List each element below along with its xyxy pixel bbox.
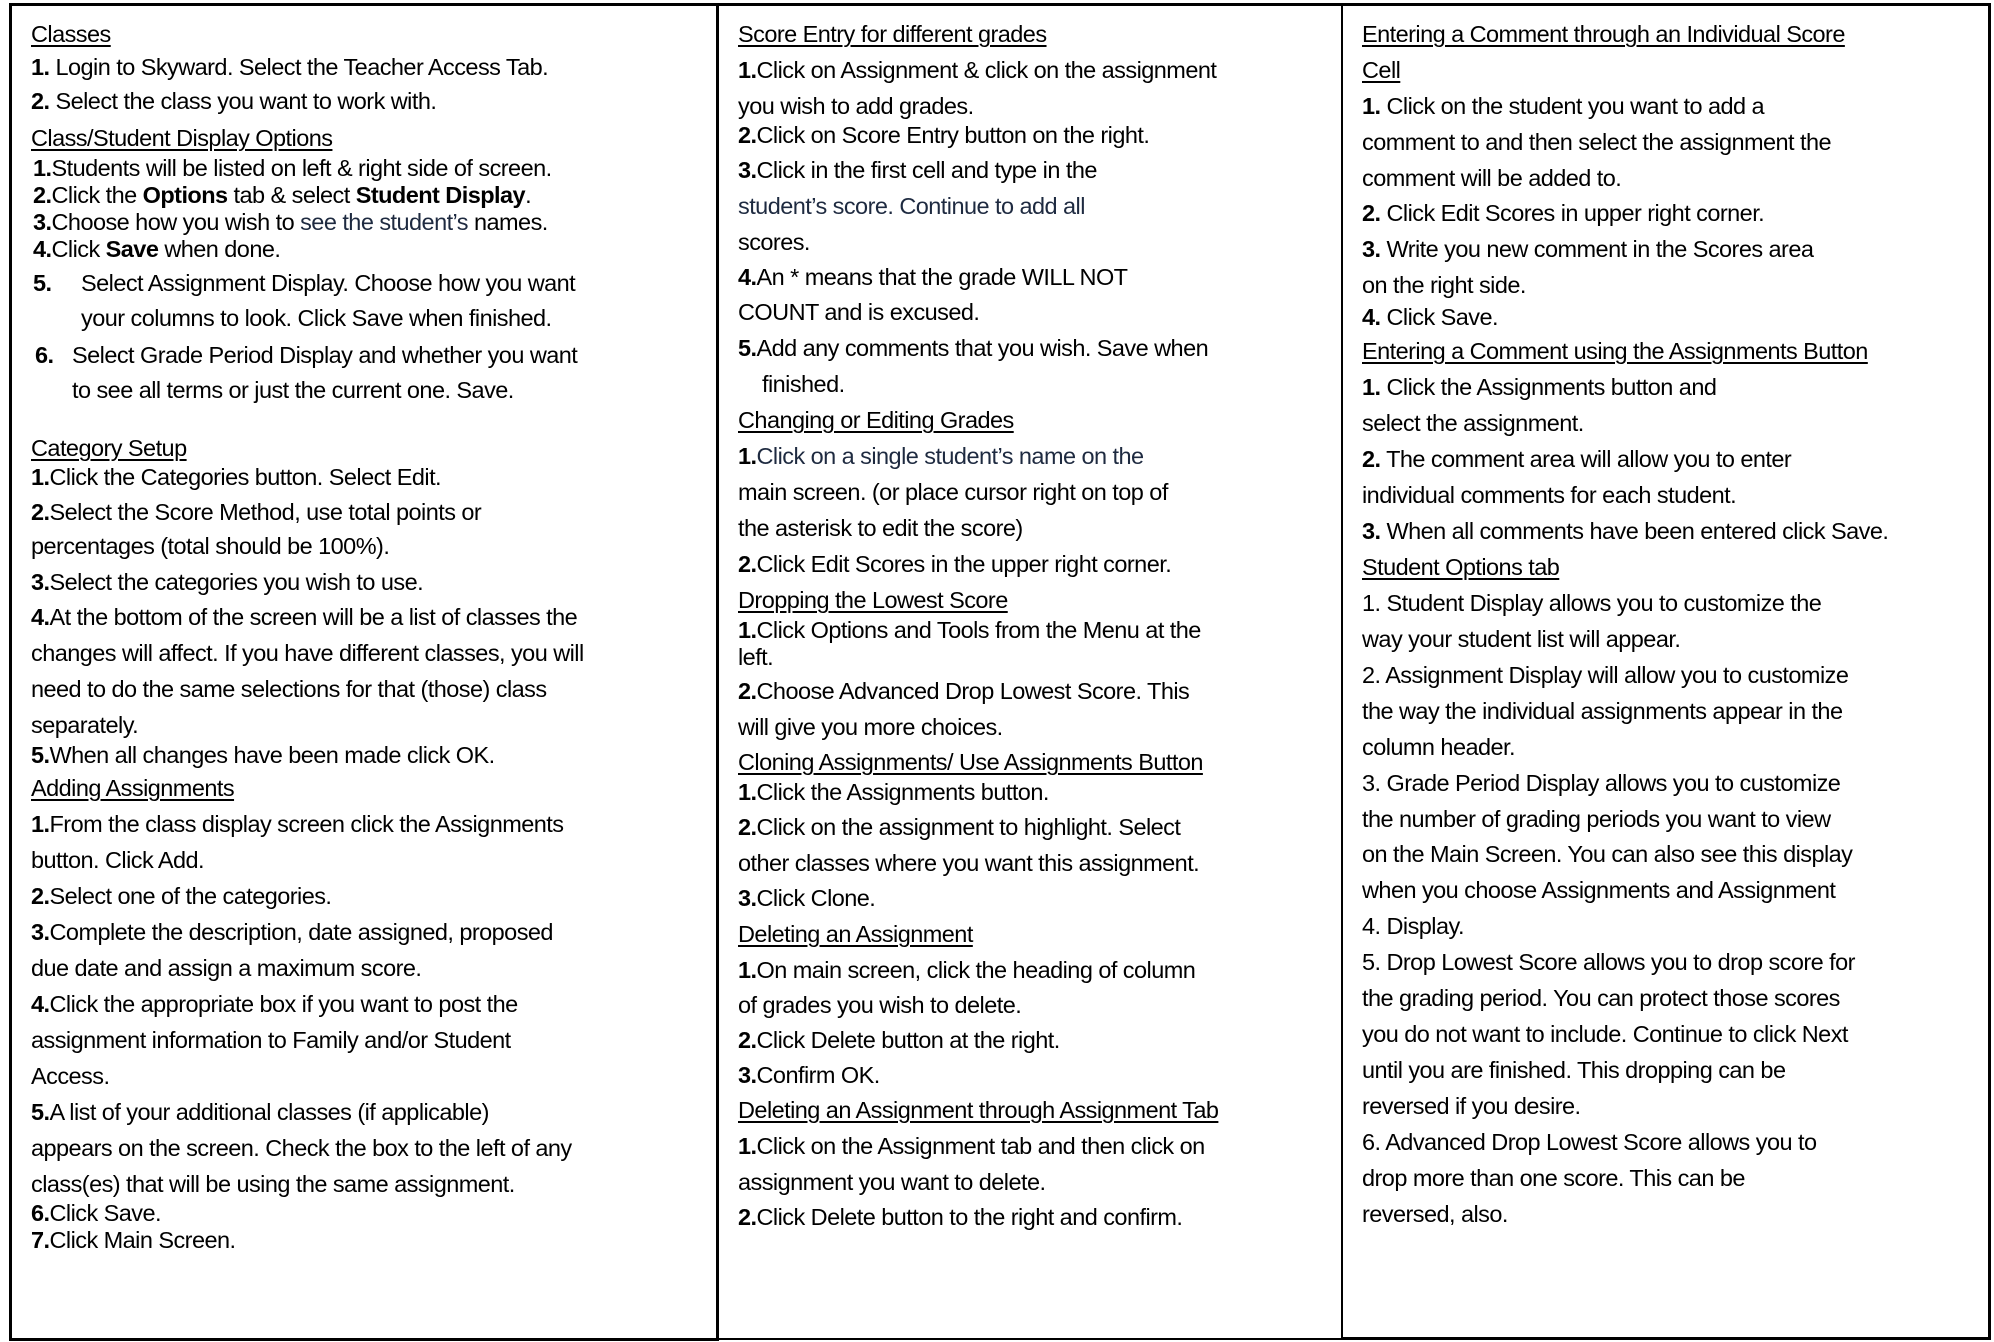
list-item: 3.Choose how you wish to see the student’s names. — [33, 209, 548, 235]
heading-deleting-assignment: Deleting an Assignment — [738, 921, 973, 947]
list-item: 3. When all comments have been entered click Save. — [1362, 518, 1889, 544]
list-item: 1.Click on the Assignment tab and then click on — [738, 1133, 1205, 1159]
list-item: 1.Click on Assignment & click on the assignment — [738, 57, 1217, 83]
list-item: 3. Grade Period Display allows you to customize — [1362, 770, 1841, 796]
list-item: 5. — [33, 270, 52, 296]
list-item: 3. Write you new comment in the Scores area — [1362, 236, 1814, 262]
list-item: 3.Select the categories you wish to use. — [31, 569, 424, 595]
list-item-text: changes will affect. If you have different classes, you will — [31, 640, 584, 666]
list-item-text: Access. — [31, 1063, 110, 1089]
heading-dropping-lowest-score: Dropping the Lowest Score — [738, 587, 1008, 613]
list-item: 3.Complete the description, date assigned, proposed — [31, 919, 553, 945]
list-item: 2.Click Delete button to the right and confirm. — [738, 1204, 1183, 1230]
list-item-text: assignment information to Family and/or Student — [31, 1027, 511, 1053]
list-item-text: main screen. (or place cursor right on top of — [738, 479, 1168, 505]
list-item-text: until you are finished. This dropping can be — [1362, 1057, 1786, 1083]
heading-score-entry: Score Entry for different grades — [738, 21, 1047, 47]
list-item: 2.Click on the assignment to highlight. Select — [738, 814, 1181, 840]
list-item: 4.Click the appropriate box if you want to post the — [31, 991, 518, 1017]
list-item: 1.Click the Categories button. Select Edit. — [31, 464, 442, 490]
list-item: 2. Select the class you want to work with. — [31, 88, 437, 114]
heading-class-student-display-options: Class/Student Display Options — [31, 125, 333, 151]
list-item-text: finished. — [762, 371, 845, 397]
list-item-text: your columns to look. Click Save when finished. — [81, 305, 552, 331]
list-item-text: you wish to add grades. — [738, 93, 974, 119]
list-item-text: appears on the screen. Check the box to the left of any — [31, 1135, 572, 1161]
list-item: 1. Click the Assignments button and — [1362, 374, 1717, 400]
heading-comment-individual-cell-cont: Cell — [1362, 57, 1401, 83]
list-item: 1.Click on a single student’s name on the — [738, 443, 1144, 469]
heading-comment-individual-cell: Entering a Comment through an Individual Score — [1362, 21, 1845, 47]
list-item-text: way your student list will appear. — [1362, 626, 1681, 652]
list-item-text: comment will be added to. — [1362, 165, 1622, 191]
list-item-text: drop more than one score. This can be — [1362, 1165, 1745, 1191]
list-item: 4.At the bottom of the screen will be a list of classes the — [31, 604, 578, 630]
list-item: 4. Display. — [1362, 913, 1464, 939]
list-item: 5. Drop Lowest Score allows you to drop score for — [1362, 949, 1855, 975]
list-item: 1.Click the Assignments button. — [738, 779, 1049, 805]
list-item: 2. Click Edit Scores in upper right corner. — [1362, 200, 1765, 226]
list-item: 1.From the class display screen click the Assignments — [31, 811, 564, 837]
list-item-text: percentages (total should be 100%). — [31, 533, 390, 559]
list-item: 4. Click Save. — [1362, 304, 1498, 330]
list-item-text: Select Assignment Display. Choose how you want — [81, 270, 576, 296]
list-item-text: Select Grade Period Display and whether you want — [72, 342, 578, 368]
heading-category-setup: Category Setup — [31, 435, 187, 461]
list-item: 1.Students will be listed on left & right side of screen. — [33, 155, 552, 181]
list-item: 5.Add any comments that you wish. Save when — [738, 335, 1209, 361]
list-item-text: the number of grading periods you want to view — [1362, 806, 1831, 832]
list-item-text: to see all terms or just the current one. Save. — [72, 377, 514, 403]
heading-adding-assignments: Adding Assignments — [31, 775, 235, 801]
list-item-text: student’s score. Continue to add all — [738, 193, 1085, 219]
list-item: 4.An * means that the grade WILL NOT — [738, 264, 1128, 290]
list-item-text: the asterisk to edit the score) — [738, 515, 1023, 541]
list-item-text: other classes where you want this assignment. — [738, 850, 1200, 876]
heading-deleting-assignment-tab: Deleting an Assignment through Assignment Tab — [738, 1097, 1219, 1123]
heading-comment-assignments-button: Entering a Comment using the Assignments Button — [1362, 338, 1868, 364]
list-item-text: due date and assign a maximum score. — [31, 955, 422, 981]
heading-student-options-tab: Student Options tab — [1362, 554, 1560, 580]
list-item-text: individual comments for each student. — [1362, 482, 1737, 508]
list-item: 2.Click Edit Scores in the upper right corner. — [738, 551, 1172, 577]
list-item: 1. Login to Skyward. Select the Teacher Access Tab. — [31, 54, 549, 80]
list-item-text: when you choose Assignments and Assignment — [1362, 877, 1836, 903]
list-item: 1. Student Display allows you to customize the — [1362, 590, 1822, 616]
list-item-text: the way the individual assignments appear in the — [1362, 698, 1843, 724]
list-item: 3.Click in the first cell and type in the — [738, 157, 1097, 183]
list-item: 6. Advanced Drop Lowest Score allows you to — [1362, 1129, 1817, 1155]
list-item-text: separately. — [31, 712, 139, 738]
list-item-text: on the Main Screen. You can also see this display — [1362, 841, 1853, 867]
list-item-text: will give you more choices. — [738, 714, 1003, 740]
heading-classes: Classes — [31, 21, 111, 47]
list-item-text: need to do the same selections for that (those) class — [31, 676, 547, 702]
list-item: 1.Click Options and Tools from the Menu at the — [738, 617, 1201, 643]
list-item-text: button. Click Add. — [31, 847, 204, 873]
list-item: 2.Click Delete button at the right. — [738, 1027, 1060, 1053]
list-item-text: scores. — [738, 229, 810, 255]
list-item: 2. The comment area will allow you to enter — [1362, 446, 1792, 472]
list-item: 4.Click Save when done. — [33, 236, 281, 262]
list-item: 3.Click Clone. — [738, 885, 876, 911]
list-item: 2.Select one of the categories. — [31, 883, 332, 909]
list-item-text: comment to and then select the assignment the — [1362, 129, 1832, 155]
list-item: 5.A list of your additional classes (if applicable) — [31, 1099, 489, 1125]
list-item-text: select the assignment. — [1362, 410, 1584, 436]
list-item: 6. — [35, 342, 54, 368]
list-item-text: class(es) that will be using the same assignment. — [31, 1171, 515, 1197]
list-item-text: reversed, also. — [1362, 1201, 1508, 1227]
list-item-text: column header. — [1362, 734, 1515, 760]
list-item: 2. Assignment Display will allow you to customize — [1362, 662, 1849, 688]
list-item: 1.On main screen, click the heading of column — [738, 957, 1196, 983]
list-item: 3.Confirm OK. — [738, 1062, 880, 1088]
list-item: 2.Click on Score Entry button on the right. — [738, 122, 1150, 148]
list-item-text: on the right side. — [1362, 272, 1526, 298]
list-item: 7.Click Main Screen. — [31, 1227, 236, 1253]
list-item: 5.When all changes have been made click OK. — [31, 742, 495, 768]
list-item: 2.Choose Advanced Drop Lowest Score. This — [738, 678, 1190, 704]
list-item-text: of grades you wish to delete. — [738, 992, 1022, 1018]
list-item-text: you do not want to include. Continue to click Next — [1362, 1021, 1848, 1047]
list-item-text: COUNT and is excused. — [738, 299, 980, 325]
list-item-text: the grading period. You can protect those scores — [1362, 985, 1840, 1011]
list-item-text: assignment you want to delete. — [738, 1169, 1046, 1195]
list-item: 6.Click Save. — [31, 1200, 161, 1226]
list-item-text: left. — [738, 644, 774, 670]
heading-changing-editing-grades: Changing or Editing Grades — [738, 407, 1014, 433]
list-item: 2.Click the Options tab & select Student Display. — [33, 182, 532, 208]
list-item-text: reversed if you desire. — [1362, 1093, 1581, 1119]
list-item: 1. Click on the student you want to add a — [1362, 93, 1765, 119]
list-item: 2.Select the Score Method, use total points or — [31, 499, 482, 525]
heading-cloning-assignments: Cloning Assignments/ Use Assignments Button — [738, 749, 1203, 775]
